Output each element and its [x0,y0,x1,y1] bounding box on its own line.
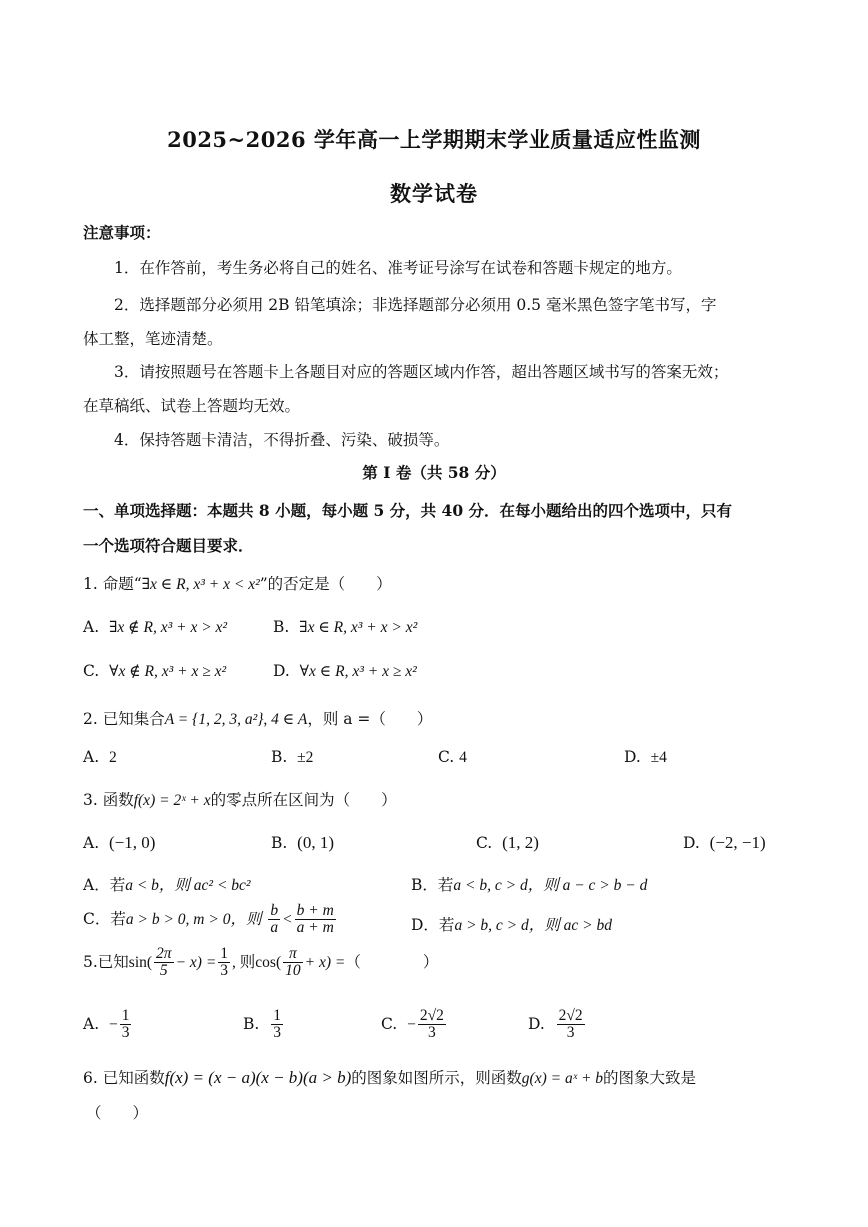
q4-option-a [83,873,251,895]
q3-option-b: B. (0, 1) [271,833,334,852]
q1-prefix: 1. 命题“ [83,575,142,593]
part-1-heading: 第 Ⅰ 卷（共 58 分） [362,463,506,482]
notice-item-1: 1．在作答前，考生务必将自己的姓名、准考证号涂写在试卷和答题卡规定的地方。 [114,259,682,277]
q3-option-a: A. (−1, 0) [83,833,156,852]
q4-d-math: a > b, c > d，则 ac > bd [454,917,612,934]
q1-option-a-text: ∃x ∉ R, x³ + x > x² [108,619,228,636]
q4-c-math: a > b > 0, m > 0，则 [125,910,262,928]
q1-option-b: B. ∃x ∈ R, x³ + x > x² [273,618,418,636]
q5-fraction-1-3: $\frac{1}{3}$ [220,945,229,980]
q6-prefix: 6. 已知函数 [83,1069,165,1087]
notice-item-4: 4．保持答题卡清洁，不得折叠、污染、破损等。 [114,431,450,449]
question-3-stem [83,788,798,810]
q4-c-less-than: < [282,910,293,928]
q1-option-d-text: ∀x ∈ R, x³ + x ≥ x² [299,663,417,680]
q3-suffix: 的零点所在区间为（ ） [210,791,397,809]
q4-option-d [411,913,612,935]
q2-option-c-text: 4 [459,749,467,766]
exam-title: 2025~2026 学年高一上学期期末学业质量适应性监测 [167,127,701,152]
q5-then: , 则 [232,953,256,971]
q1-suffix: ”的否定是（ ） [259,575,392,593]
q6-mid: 的图象如图所示，则函数 [351,1069,522,1087]
q3-option-b-text: (0, 1) [297,833,334,852]
q3-option-d-text: (−2, −1) [709,833,766,852]
q3-prefix: 3. 函数 [83,791,134,809]
q1-option-b-text: ∃x ∈ R, x³ + x > x² [299,619,418,636]
q2-option-c: C. 4 [438,748,467,766]
q1-math: ∃x ∈ R, x³ + x < x² [141,576,260,593]
q2-math: A = {1, 2, 3, a²}, 4 ∈ A [164,711,308,728]
q3-option-c-text: (1, 2) [502,833,539,852]
q5-option-b: B. $\frac{1}{3}$ [243,1007,281,1042]
q5-fraction-pi-10: $\frac{\pi}{10}$ [285,945,301,980]
q5-blank: （ ） [345,952,439,971]
question-2-stem [83,707,798,729]
q1-option-a: A. ∃x ∉ R, x³ + x > x² [83,618,228,636]
q3-option-c: C. (1, 2) [476,833,539,852]
q4-a-prefix: A．若 [83,876,126,894]
q2-option-d-text: ±4 [650,749,667,766]
q3-option-d: D. (−2, −1) [683,833,766,852]
q2-option-a-text: 2 [108,749,117,766]
question-6-stem [83,1066,828,1088]
q6-math-f: f(x) = (x − a)(x − b)(a > b) [164,1068,352,1087]
notice-heading: 注意事项： [83,223,161,242]
q5-fraction-2pi-5: $\frac{2\pi}{5}$ [156,945,172,980]
q4-d-prefix: D．若 [411,916,455,934]
q6-blank: （ ） [86,1104,149,1122]
q2-option-d: D. ±4 [624,748,667,766]
q2-option-b: B. ±2 [271,748,314,766]
q5-option-d: D. $\frac{2√2}{3}$ [528,1007,583,1042]
q5-option-a: A. − $\frac{1}{3}$ [83,1007,130,1042]
q2-option-b-text: ±2 [297,749,314,766]
question-1-stem [83,572,798,594]
q4-a-math: a < b，则 ac² < bc² [125,877,251,894]
q4-c-fraction-2: $\frac{b + m}{a + m}$ [296,902,334,937]
question-5-stem [83,946,438,980]
q5-cos: cos( [255,953,282,971]
q5-sin: sin( [128,953,153,971]
q5-cos-rest: + x) = [304,953,346,971]
q4-c-prefix: C．若 [83,909,126,928]
section-1-heading-a: 一、单项选择题：本题共 8 小题，每小题 5 分，共 40 分．在每小题给出的四个选项中，只有 [83,501,733,520]
notice-item-3a: 3．请按照题号在答题卡上各题目对应的答题区域内作答，超出答题区域书写的答案无效； [114,363,729,381]
q3-math: f(x) = 2ˣ + x [133,792,211,809]
q6-math-g: g(x) = aˣ + b [521,1070,604,1087]
q2-prefix: 2. 已知集合 [83,710,165,728]
exam-subtitle: 数学试卷 [390,181,478,206]
notice-item-2a: 2．选择题部分必须用 2B 铅笔填涂；非选择题部分必须用 0.5 毫米黑色签字笔书写，字 [114,296,717,314]
q4-b-prefix: B．若 [411,876,454,894]
q3-option-a-text: (−1, 0) [108,833,156,852]
q4-b-math: a < b, c > d，则 a − c > b − d [453,877,648,894]
q5-option-c: C. − $\frac{2√2}{3}$ [381,1007,444,1042]
q4-c-fraction-1: $\frac{b}{a}$ [270,902,279,937]
q4-option-c [83,903,338,937]
q5-sin-rest: − x) = [175,953,217,971]
q1-option-c: C. ∀x ∉ R, x³ + x ≥ x² [83,662,227,680]
q1-option-d: D. ∀x ∈ R, x³ + x ≥ x² [273,662,417,680]
q1-option-c-text: ∀x ∉ R, x³ + x ≥ x² [109,663,227,680]
q4-option-b [411,873,647,895]
q2-suffix: ，则 a =（ ） [307,710,433,728]
notice-item-2b: 体工整，笔迹清楚。 [83,330,223,348]
notice-item-3b: 在草稿纸、试卷上答题均无效。 [83,397,301,415]
q5-prefix: 5.已知 [83,952,129,971]
q2-option-a: A. 2 [83,748,117,766]
section-1-heading-b: 一个选项符合题目要求． [83,536,254,555]
q6-suffix: 的图象大致是 [603,1069,697,1087]
